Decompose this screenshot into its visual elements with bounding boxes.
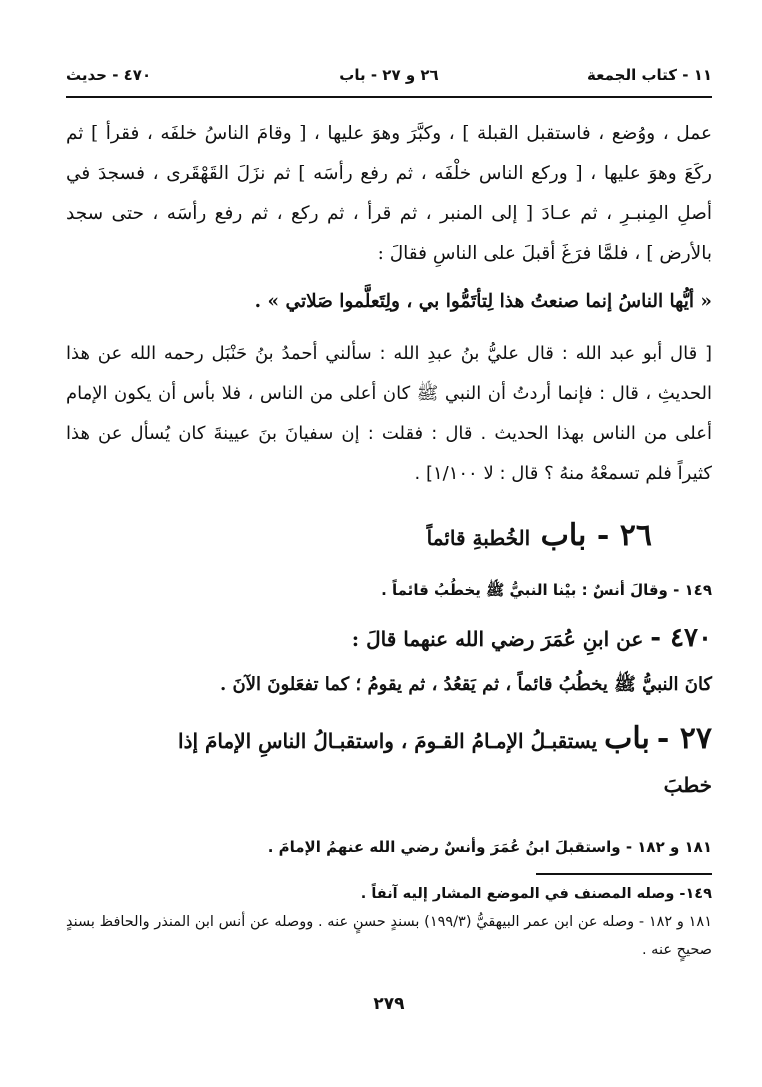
main-text (66, 114, 712, 867)
prophet-quote: « أيُّها الناسُ إنما صنعتُ هذا لِتأتَمُّوا بي ، ولِتَعلَّموا صَلاتي » . (254, 291, 712, 312)
header-hadith: ٤٧٠ - حديث (66, 66, 152, 84)
header-divider (66, 96, 712, 98)
hadith-number: ٤٧٠ - (650, 623, 712, 653)
hadith-isnad: عن ابنِ عُمَرَ رضي الله عنهما قالَ : (351, 627, 644, 651)
footnote-149: ١٤٩- وصله المصنف في الموضع المشار إليه آنفاً . (360, 886, 712, 902)
footnotes (66, 880, 712, 964)
chapter-number: ٢٧ - (656, 721, 712, 756)
mualaq-149: ١٤٩ - وقالَ أنسٌ : بيْنا النبيُّ ﷺ يخطُبُ قائماً . (381, 581, 712, 599)
chapter-title-continuation: خطبَ (663, 773, 712, 797)
footnote-divider (536, 873, 712, 875)
paragraph-continuation: عمل ، ووُضع ، فاستقبل القبلة ] ، وكبَّرَ وهوَ عليها ، [ وقامَ الناسُ خلفَه ، فقرأ ] ثم ركَعَ وهوَ عليها ، [ وركع الناس خلْفَه ، ثم رفع رأسَه ] ثم نزَلَ القَهْقَرى ، فسجدَ في أصلِ المِنبـرِ ، ثم عـادَ [ إلى المنبر ، ثم قرأ ، ثم ركع ، ثم رفع رأسَه ، حتى سجد بالأرض ] ، فلمَّا فرَغَ أقبلَ على الناسِ فقالَ : (66, 123, 712, 264)
chapter-heading-27 (66, 719, 712, 761)
page-number: ٢٧٩ (373, 994, 405, 1014)
chapter-number: ٢٦ - (596, 518, 652, 553)
chapter-title: يستقبـلُ الإمـامُ القـومَ ، واستقبـالُ الناسِ الإمامَ إذا (178, 729, 598, 753)
book-page (66, 52, 712, 1062)
author-note: [ قال أبو عبد الله : قال عليُّ بنُ عبدِ الله : سألني أحمدُ بنُ حَنْبَل رحمه الله عن هذا الحديثِ ، قال : فإنما أردتُ أن النبي ﷺ كان أعلى من الناس ، فلا بأس أن يكون الإمام أعلى من الناس بهذا الحديث . قال : فقلت : إن سفيانَ بنَ عيينةَ كان يُسأل عن هذا كثيراً فلم تسمعْهُ منهُ ؟ قال : لا ١/١٠٠] . (66, 343, 712, 484)
header-chapter: ١١ - كتاب الجمعة (587, 66, 712, 84)
chapter-word: باب (540, 518, 587, 553)
mualaq-181-182: ١٨١ و ١٨٢ - واستقبلَ ابنُ عُمَرَ وأنسٌ رضي الله عنهمُ الإمامَ . (267, 838, 712, 856)
hadith-470-heading (66, 618, 712, 659)
chapter-word: باب (604, 721, 650, 756)
header-section: ٢٦ و ٢٧ - باب (339, 66, 439, 84)
hadith-470-text: كانَ النبيُّ ﷺ يخطُبُ قائماً ، ثم يَقعُدُ ، ثم يقومُ ؛ كما تفعَلونَ الآنَ . (219, 674, 712, 695)
running-header (66, 60, 712, 90)
chapter-heading-26 (66, 516, 652, 558)
footnote-181-182: ١٨١ و ١٨٢ - وصله عن ابن عمر البيهقيُّ (١٩٩/٣) بسندٍ حسنٍ عنه . ووصله عن أنس ابن المنذر والحافظ بسندٍ صحيحٍ عنه . (66, 914, 713, 958)
chapter-title: الخُطبةِ قائماً (426, 526, 531, 550)
